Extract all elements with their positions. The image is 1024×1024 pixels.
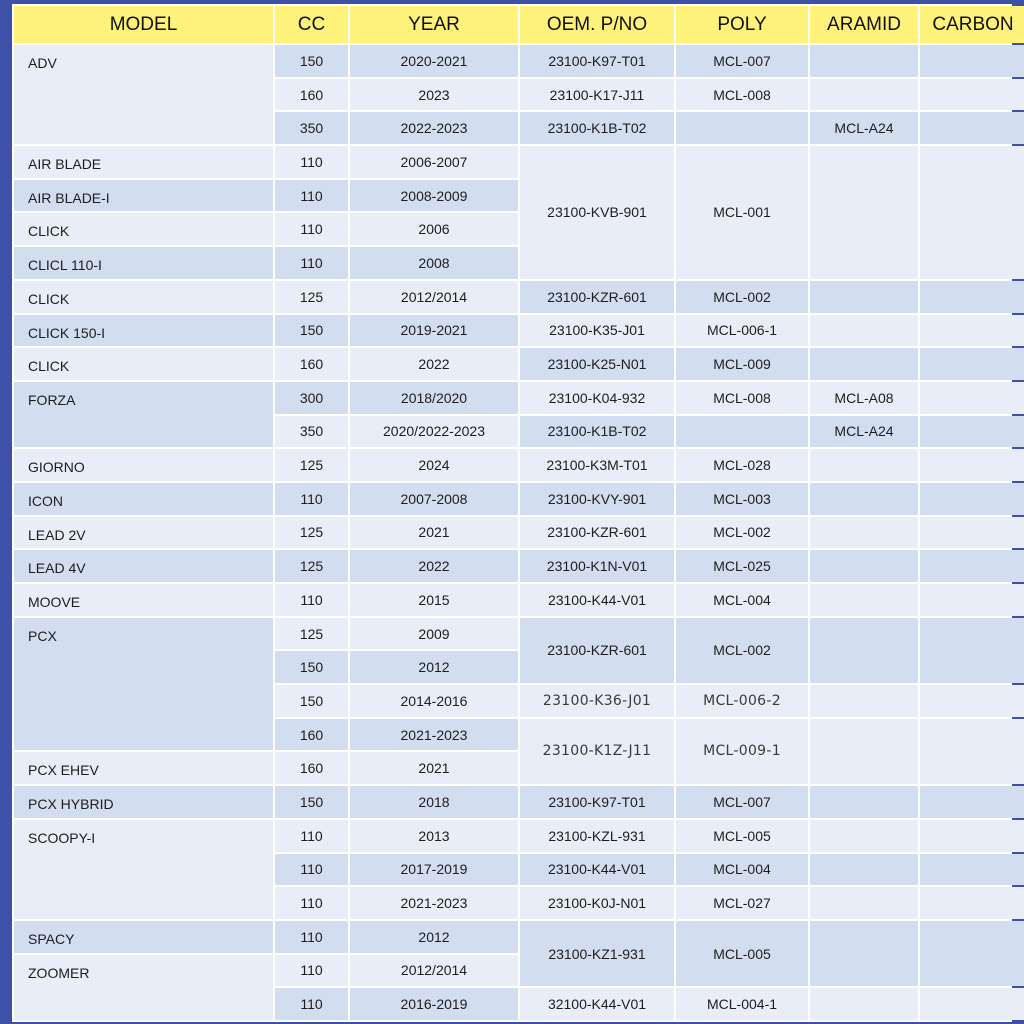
cell-year: 2012	[350, 651, 518, 683]
header-aramid: ARAMID	[810, 6, 918, 43]
cell-cc: 300	[275, 382, 348, 414]
cell-model: LEAD 2V	[14, 517, 273, 549]
cell-poly: MCL-027	[676, 887, 808, 919]
cell-cc: 350	[275, 112, 348, 144]
cell-aramid	[810, 887, 918, 919]
cell-cc: 110	[275, 483, 348, 515]
cell-aramid	[810, 854, 918, 886]
cell-year: 2022	[350, 348, 518, 380]
cell-carbon	[920, 449, 1024, 481]
cell-year: 2016-2019	[350, 988, 518, 1020]
cell-oem-part-number: 23100-K0J-N01	[520, 887, 674, 919]
cell-carbon	[920, 786, 1024, 818]
cell-cc: 110	[275, 213, 348, 245]
cell-year: 2012/2014	[350, 955, 518, 987]
cell-year: 2006	[350, 213, 518, 245]
cell-carbon	[920, 315, 1024, 347]
cell-oem-part-number: 23100-K1Z-J11	[520, 719, 674, 784]
cell-cc: 150	[275, 685, 348, 717]
cell-cc: 150	[275, 651, 348, 683]
cell-model: PCX	[14, 618, 273, 751]
cell-model: LEAD 4V	[14, 550, 273, 582]
cell-year: 2020-2021	[350, 45, 518, 77]
cell-model: FORZA	[14, 382, 273, 447]
cell-model: CLICK	[14, 348, 273, 380]
cell-year: 2007-2008	[350, 483, 518, 515]
cell-poly: MCL-001	[676, 146, 808, 279]
cell-model: CLICK	[14, 281, 273, 313]
cell-year: 2019-2021	[350, 315, 518, 347]
cell-cc: 160	[275, 719, 348, 751]
cell-oem-part-number: 23100-KVY-901	[520, 483, 674, 515]
cell-cc: 110	[275, 146, 348, 178]
cell-carbon	[920, 921, 1024, 986]
cell-year: 2018/2020	[350, 382, 518, 414]
cell-aramid	[810, 281, 918, 313]
cell-model: AIR BLADE-I	[14, 180, 273, 212]
cell-cc: 150	[275, 786, 348, 818]
cell-aramid	[810, 786, 918, 818]
cell-model: SPACY	[14, 921, 273, 953]
header-poly: POLY	[676, 6, 808, 43]
cell-oem-part-number: 23100-KZL-931	[520, 820, 674, 852]
cell-aramid	[810, 79, 918, 111]
cell-cc: 110	[275, 921, 348, 953]
cell-year: 2024	[350, 449, 518, 481]
cell-carbon	[920, 382, 1024, 414]
cell-poly: MCL-025	[676, 550, 808, 582]
cell-carbon	[920, 348, 1024, 380]
cell-oem-part-number: 23100-KZR-601	[520, 281, 674, 313]
cell-poly: MCL-006-2	[676, 685, 808, 717]
cell-cc: 160	[275, 348, 348, 380]
cell-year: 2021-2023	[350, 887, 518, 919]
cell-model: MOOVE	[14, 584, 273, 616]
cell-oem-part-number: 23100-K36-J01	[520, 685, 674, 717]
cell-oem-part-number: 23100-K44-V01	[520, 584, 674, 616]
cell-year: 2012/2014	[350, 281, 518, 313]
cell-cc: 110	[275, 988, 348, 1020]
cell-aramid	[810, 584, 918, 616]
cell-oem-part-number: 23100-K04-932	[520, 382, 674, 414]
cell-year: 2021	[350, 517, 518, 549]
cell-carbon	[920, 719, 1024, 784]
cell-poly: MCL-005	[676, 921, 808, 986]
cell-poly: MCL-009	[676, 348, 808, 380]
cell-model: CLICL 110-I	[14, 247, 273, 279]
cell-model: GIORNO	[14, 449, 273, 481]
cell-oem-part-number: 23100-K97-T01	[520, 786, 674, 818]
cell-oem-part-number: 23100-K44-V01	[520, 854, 674, 886]
cell-oem-part-number: 23100-K3M-T01	[520, 449, 674, 481]
cell-model: CLICK 150-I	[14, 315, 273, 347]
cell-year: 2023	[350, 79, 518, 111]
header-year: YEAR	[350, 6, 518, 43]
cell-poly: MCL-002	[676, 618, 808, 683]
cell-aramid: MCL-A24	[810, 112, 918, 144]
cell-carbon	[920, 112, 1024, 144]
cell-year: 2006-2007	[350, 146, 518, 178]
cell-carbon	[920, 146, 1024, 279]
cell-oem-part-number: 23100-K97-T01	[520, 45, 674, 77]
cell-poly: MCL-028	[676, 449, 808, 481]
cell-carbon	[920, 854, 1024, 886]
cell-year: 2014-2016	[350, 685, 518, 717]
cell-cc: 110	[275, 887, 348, 919]
cell-carbon	[920, 517, 1024, 549]
cell-oem-part-number: 23100-K17-J11	[520, 79, 674, 111]
header-carbon: CARBON	[920, 6, 1024, 43]
cell-aramid	[810, 483, 918, 515]
cell-aramid	[810, 988, 918, 1020]
cell-oem-part-number: 23100-K25-N01	[520, 348, 674, 380]
cell-poly: MCL-004-1	[676, 988, 808, 1020]
cell-aramid	[810, 921, 918, 986]
cell-model: ZOOMER	[14, 955, 273, 1020]
cell-aramid	[810, 685, 918, 717]
cell-aramid	[810, 315, 918, 347]
cell-model: SCOOPY-I	[14, 820, 273, 919]
cell-model: ADV	[14, 45, 273, 144]
cell-cc: 160	[275, 79, 348, 111]
cell-poly: MCL-008	[676, 79, 808, 111]
cell-carbon	[920, 685, 1024, 717]
cell-model: CLICK	[14, 213, 273, 245]
cell-cc: 160	[275, 752, 348, 784]
cell-poly: MCL-004	[676, 854, 808, 886]
cell-year: 2022	[350, 550, 518, 582]
cell-cc: 125	[275, 449, 348, 481]
cell-oem-part-number: 23100-K1N-V01	[520, 550, 674, 582]
header-model: MODEL	[14, 6, 273, 43]
cell-poly: MCL-003	[676, 483, 808, 515]
cell-oem-part-number: 23100-KZ1-931	[520, 921, 674, 986]
parts-table	[12, 4, 1012, 1022]
cell-poly: MCL-007	[676, 45, 808, 77]
cell-poly: MCL-007	[676, 786, 808, 818]
cell-year: 2008-2009	[350, 180, 518, 212]
cell-carbon	[920, 820, 1024, 852]
header-oem-part-number: OEM. P/NO	[520, 6, 674, 43]
cell-oem-part-number: 23100-KZR-601	[520, 517, 674, 549]
cell-year: 2017-2019	[350, 854, 518, 886]
cell-cc: 110	[275, 854, 348, 886]
cell-cc: 150	[275, 45, 348, 77]
cell-poly: MCL-006-1	[676, 315, 808, 347]
cell-model: AIR BLADE	[14, 146, 273, 178]
cell-model: PCX EHEV	[14, 752, 273, 784]
cell-poly: MCL-005	[676, 820, 808, 852]
cell-oem-part-number: 32100-K44-V01	[520, 988, 674, 1020]
cell-carbon	[920, 416, 1024, 448]
cell-cc: 125	[275, 618, 348, 650]
cell-oem-part-number: 23100-KVB-901	[520, 146, 674, 279]
cell-cc: 125	[275, 550, 348, 582]
cell-year: 2020/2022-2023	[350, 416, 518, 448]
cell-year: 2008	[350, 247, 518, 279]
cell-aramid: MCL-A08	[810, 382, 918, 414]
cell-poly: MCL-008	[676, 382, 808, 414]
cell-cc: 125	[275, 517, 348, 549]
cell-aramid	[810, 45, 918, 77]
cell-model: PCX HYBRID	[14, 786, 273, 818]
cell-oem-part-number: 23100-K1B-T02	[520, 416, 674, 448]
cell-carbon	[920, 79, 1024, 111]
header-cc: CC	[275, 6, 348, 43]
cell-carbon	[920, 988, 1024, 1020]
cell-carbon	[920, 584, 1024, 616]
cell-cc: 110	[275, 584, 348, 616]
cell-cc: 150	[275, 315, 348, 347]
cell-year: 2012	[350, 921, 518, 953]
cell-carbon	[920, 45, 1024, 77]
cell-model: ICON	[14, 483, 273, 515]
cell-poly	[676, 416, 808, 448]
cell-aramid	[810, 719, 918, 784]
cell-carbon	[920, 618, 1024, 683]
cell-carbon	[920, 887, 1024, 919]
cell-oem-part-number: 23100-K35-J01	[520, 315, 674, 347]
cell-cc: 110	[275, 247, 348, 279]
cell-year: 2018	[350, 786, 518, 818]
cell-carbon	[920, 483, 1024, 515]
cell-oem-part-number: 23100-K1B-T02	[520, 112, 674, 144]
cell-year: 2015	[350, 584, 518, 616]
cell-cc: 110	[275, 180, 348, 212]
cell-aramid	[810, 618, 918, 683]
cell-aramid	[810, 517, 918, 549]
cell-year: 2009	[350, 618, 518, 650]
cell-aramid: MCL-A24	[810, 416, 918, 448]
cell-poly	[676, 112, 808, 144]
cell-year: 2021	[350, 752, 518, 784]
cell-year: 2021-2023	[350, 719, 518, 751]
cell-year: 2013	[350, 820, 518, 852]
cell-poly: MCL-004	[676, 584, 808, 616]
cell-carbon	[920, 281, 1024, 313]
cell-cc: 110	[275, 820, 348, 852]
cell-aramid	[810, 550, 918, 582]
cell-cc: 350	[275, 416, 348, 448]
cell-poly: MCL-002	[676, 281, 808, 313]
cell-carbon	[920, 550, 1024, 582]
cell-poly: MCL-009-1	[676, 719, 808, 784]
cell-aramid	[810, 146, 918, 279]
cell-cc: 110	[275, 955, 348, 987]
cell-aramid	[810, 449, 918, 481]
cell-aramid	[810, 348, 918, 380]
cell-year: 2022-2023	[350, 112, 518, 144]
cell-poly: MCL-002	[676, 517, 808, 549]
cell-oem-part-number: 23100-KZR-601	[520, 618, 674, 683]
cell-cc: 125	[275, 281, 348, 313]
cell-aramid	[810, 820, 918, 852]
